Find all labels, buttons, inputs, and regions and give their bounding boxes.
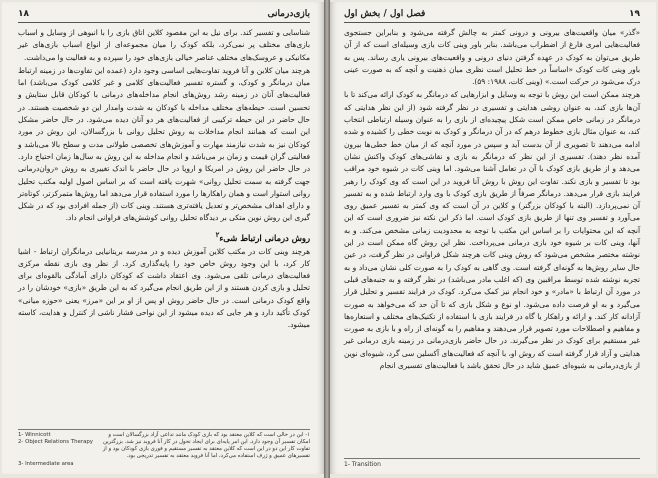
footnote-winnicott: 1- Winnicott bbox=[18, 432, 51, 438]
right-footnotes bbox=[344, 458, 640, 468]
left-subheading-sup: ۲ bbox=[215, 229, 220, 239]
right-body-text bbox=[344, 27, 640, 372]
left-body-text-2 bbox=[18, 246, 310, 332]
left-footnote-rule bbox=[18, 429, 310, 430]
left-header-rule bbox=[18, 22, 310, 23]
right-paragraph-2: هرچند ممکن است این روش با توجه به وسایل و ابزارهایی که درمانگر به کودک ارائه می‌کند تا با آن‌ها بازی کند، به عنوان روشی هدایتی و تفسیری در نظر گرفته شود (از این نظر هدایتی که درمانگر در زمانی خاص ممکن است شکل پیچیده‌ای از بازی را به عنوان وسیله ارتباطی انتخاب کند، به عنوان مثال بازی خطوط درهم که در آن درمانگر و کودک به نوبت خطی را کشیده و شده ادامه می‌دهند تا تصویری از آن بدست آید و سپس در مورد آنچه که از میان خط خطی‌ها بیرون آمده نظر دهند). تفسیری از این نظر که درمانگر به بازی و نقاشی‌های کودک واکنش نشان می‌دهد و از طریق بازی کودک با آن در تعامل آشنا می‌شود. اما وینی کات در شیوه خود مراقب بود تا تفسیر و بازی نکند. تفاوت این روش با روش آنا فروید در این است که وی کودک را رهبر فرایند بازی قرار می‌دهد. درمانگر صرفاً از طریق بازی کودک با وی وارد ارتباط شده و به تفسیر آن نمی‌پردازد. (البته با کودکان بزرگتر) و کلاین در آن است که وی کمتر به تفسیر عمیق روی می‌آورد و تفسیر وی تنها از طریق بازی کودک است. اما ذکر این نکته نیز ضروری است که این آنچه که این محتوایات را بر اساس این مکتب با توجه به محدودیت زمانی مشخص می‌کند. و به آنها، وینی کات بر شیوه خود بازی درمانی می‌پرداخت. نظر این روش گاه ممکن است در این نوشته مختصر مشخص می‌شود که روش وینی کات هرچند شکل فراوانی در نظر گرفت، در عین حال سایر روش‌ها به گونه‌ای گرفته است. وی گاهی به کودک را به صورت کلی نشان می‌داد و به تجربه نوشته شده توسط مراقبین وی (که اغلب مادر می‌باشد) در نظر گرفته و به جنبه‌های قبلی در مورد آن ارتباط با «مادر» و خود انجام نیز کمک می‌کرد. کودک در فرایند تفسیر و تحلیل قرار می‌گیرد و به او فرصت داده می‌شود. او نوع و شکل بازی که تا آن حد که می‌خواهد به صورت آزادانه کار کند. و ارائه و راهکار یا گاه در فرایند بازی با استفاده از تکنیک‌های مختلف و استعاره‌ها و مفاهیم و اصطلاحات مورد تصویر قرار می‌دهند و مفاهیم را به گونه‌ای از راه و با بازی به صورت غیر مستقیم برای کودک در نظر می‌گیرند. در حال حاضر بازی‌درمانی در زمینه بازی درمانی غیر هدایتی و آزاد قرار گرفته است که روش او، با آنچه که فعالیت‌های آکسلین سی گرد، شیوه‌ای نوین از بازی‌درمانی به شیوه‌ای عمیق شاید در حال تحقق باشد با فعالیت‌های تفسیری انجام bbox=[344, 90, 640, 371]
left-paragraph-2: هرچند میان کلاین و آنا فروید تفاوت‌هایی اساسی وجود دارد (عمده این تفاوت‌ها در زمینه ارتباط میان درمانگر و کودک، و گستره تفسیر فعالیت‌های کلامی و غیر کلامی کودک می‌باشد) اما فعالیت‌های آنان در زمینه رشد روش‌های انجام مداخله‌های درمانی با کودکان قابل ستایش و تحسین است. حیطه‌های مختلف مداخله با کودکان به شدت وامدار این دو شخصیت هستند. در حال حاضر در این حیطه ترکیبی از فعالیت‌های هر دو آنان دیده می‌شود. در حال حاضر مشکل این است که همانند انجام مداخلات به روش تحلیل روانی با بزرگسالان، این روش در مورد کودکان نیز به شدت نیازمند مهارت و آموزش‌های تخصصی طولانی مدت و سطح بالا می‌باشد و فعالیتی گران قیمت و زمان بر می‌باشد و انجام مداخله به این روش به سال‌ها زمان احتیاج دارد. در حال حاضر این روش در امریکا و اروپا در حال حاضر با اندک تغییری به روش «روان‌درمانی جهت گرفته به سمت تحلیل روانی» شهرت یافته است که بر اساس اصول اولیه مکتب تحلیل روانی استوار است و همان راهکارها را مورد استفاده قرار می‌دهد اما روش‌ها متمرکزتر، کوتاه‌تر و دارای اهداف مشخص‌تر و تعدیل یافته‌تری هستند. وینی کات (از جمله افرادی بود که در شکل گیری این روش نوین متکی بر دیدگاه تحلیل روانی کوشش‌های فراوانی انجام داد. bbox=[18, 65, 310, 223]
right-header-rule bbox=[344, 22, 640, 23]
right-paragraph-1: «گذر» میان واقعیت‌های بیرونی و درونی کمتر به چالش گرفته می‌شود و بنابراین جستجوی فعالیت‌هایی امری فارغ از اضطراب می‌باشد. بنابر باور وینی کات بازی وسیله‌ای است که از آن طریق می‌توان به کودک در عهده گرفتن دنیای درونی و واقعیت‌های بیرونی یاری رساند. پس به باور وینی کات کودک «اساساً در خط تحلیل است نظری میان ذهنیت و آنچه که به صورت عینی درک می‌شود در حرکت است.» (وینی کات، ۱۹۸۸: ۵۹). bbox=[344, 28, 640, 87]
footnote-object-relations: 2- Object Relations Therapy bbox=[18, 439, 93, 445]
left-page bbox=[2, 2, 324, 474]
right-page-number: ۱۹ bbox=[629, 9, 640, 19]
left-footnote-en-col bbox=[18, 432, 93, 460]
right-footnote-rule bbox=[344, 458, 640, 459]
left-footnote-row bbox=[18, 432, 310, 460]
left-page-header bbox=[18, 8, 310, 20]
left-footnotes bbox=[18, 429, 310, 468]
left-page-number: ۱۸ bbox=[18, 9, 29, 19]
left-paragraph-3: هرچند وینی کات در مکتب کلاین آموزش دیده و در مدرسه بریتانیایی درمانگران ارتباط - اشیا کار کرد، با این وجود روش خاص خود را پایه‌گذاری کرد. از نظر وی بازی نقطه مرکزی فعالیت‌های درمانی تلقی می‌شود. وی اعتقاد داشت که کودکان دارای آمادگی بالقوه‌ای برای تحلیل و بازی کردن هستند و از این طریق انجام می‌گیرد که به این طریق «بازی» خودشان را در واقع کودک درمانی است. در حال حاضر روش او پس از او بر این «مرز» یعنی «حوزه میانی» کودک تأکید دارد و هر جایی که دیده میشود از این نواحی فشار ناشی از کنترل و هدایت، کاسته میشود. bbox=[18, 246, 310, 330]
right-running-title: فصل اول / بخش اول bbox=[344, 9, 426, 19]
footnote-intermediate-area: 3- Intermediate area bbox=[18, 461, 74, 467]
left-paragraph-1: شناسایی و تفسیر کند. برای نیل به این مقصود کلاین اتاق بازی را با انبوهی از وسایل و اسباب بازی‌های مختلف پر نمی‌کرد، بلکه کودک را میان مجموعه‌ای از انواع اسباب بازی‌های غیر مکانیکی و عروسک‌های مختلف عناصر خیالی بازی‌های خود را سپرده و به فعالیت وا می‌داشت. bbox=[18, 28, 310, 62]
left-subheading-text: روش درمانی ارتباط شیء bbox=[219, 232, 310, 243]
left-footnote-fa: ۱- این در حالی است که کلاین معتقد بود که بازی کودک مانند تداعی آزاد بزرگسالان است و امکان تفسیر آن وجود دارد. این امر پایه‌ای برای ایجاد تحول در کار آنا فروید نیز شد. بزرگترین تفاوت کار این دو در این است که کلاین معتقد به تفسیر مستقیم و فوری بازی کودکان بود و از تفسیرهای عمیق و ژرف استفاده می‌کرد، اما آنا فروید معتقد به تفسیر تدریجی بود. bbox=[102, 432, 310, 459]
left-running-title: بازی‌درمانی bbox=[267, 9, 310, 19]
left-body-text bbox=[18, 27, 310, 225]
left-subheading bbox=[18, 230, 310, 243]
footnote-transition: 1- Transition bbox=[344, 461, 381, 468]
right-page-header bbox=[344, 8, 640, 20]
right-page bbox=[330, 2, 656, 474]
